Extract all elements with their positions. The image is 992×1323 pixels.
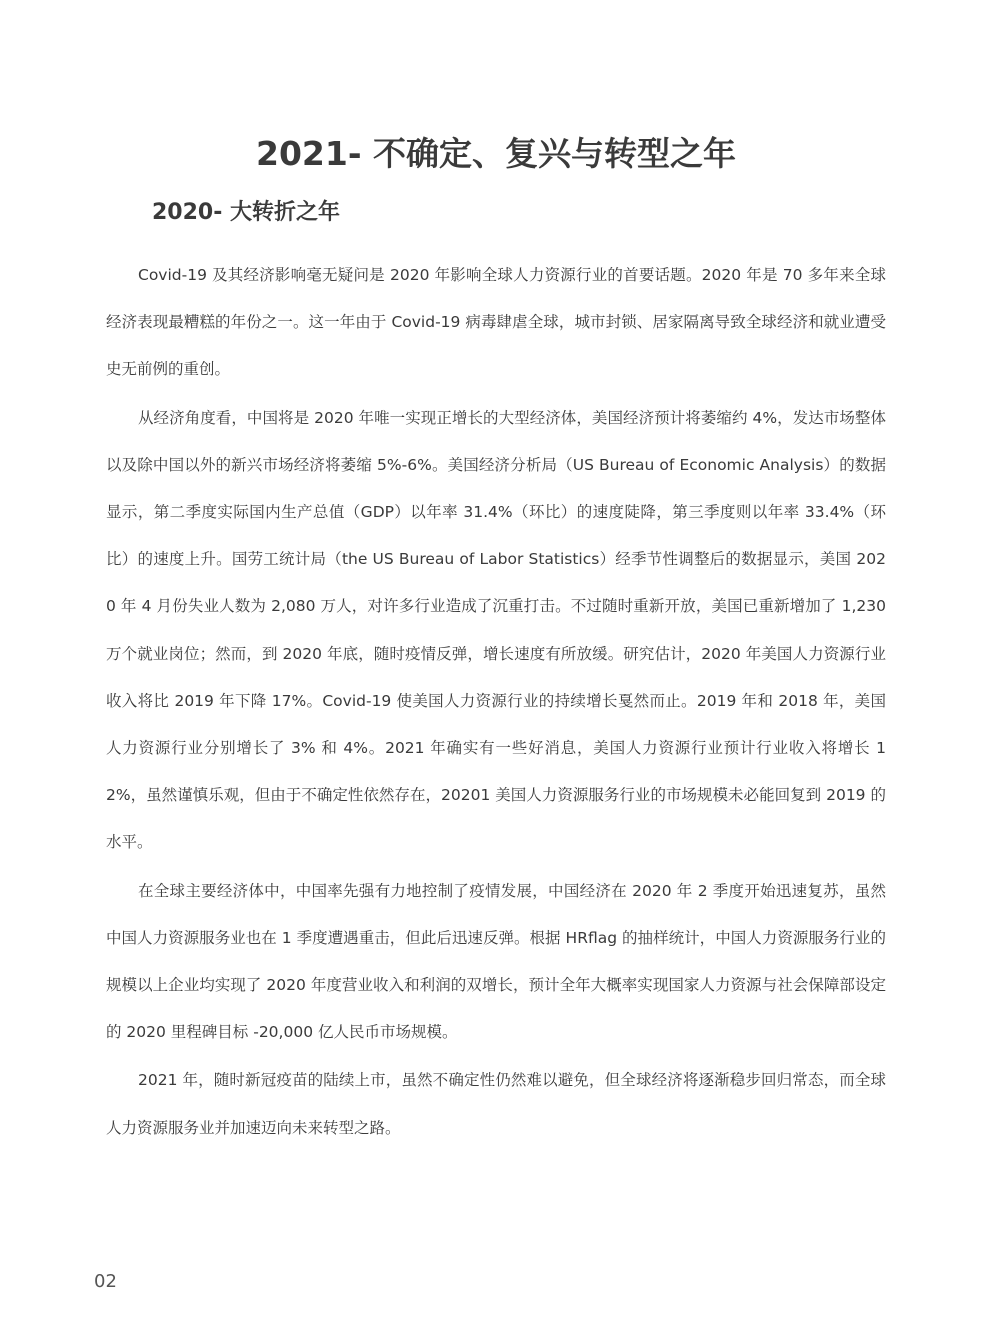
paragraph: Covid-19 及其经济影响毫无疑问是 2020 年影响全球人力资源行业的首要话题。2020 年是 70 多年来全球经济表现最糟糕的年份之一。这一年由于 Covid-19 病毒肆虐全球，城市封锁、居家隔离导致全球经济和就业遭受史无前例的重创。	[106, 266, 886, 379]
article-body	[106, 252, 886, 1153]
paragraph: 在全球主要经济体中，中国率先强有力地控制了疫情发展，中国经济在 2020 年 2 季度开始迅速复苏，虽然中国人力资源服务业也在 1 季度遭遇重击，但此后迅速反弹。根据 HRflag 的抽样统计，中国人力资源服务行业的规模以上企业均实现了 2020 年度营业收入和利润的双增长，预计全年大概率实现国家人力资源与社会保障部设定的 2020 里程碑目标 -20,000 亿人民币市场规模。	[106, 881, 886, 1042]
section-title: 2020- 大转折之年	[152, 200, 341, 225]
page-title: 2021- 不确定、复兴与转型之年	[255, 134, 737, 173]
paragraph: 从经济角度看，中国将是 2020 年唯一实现正增长的大型经济体，美国经济预计将萎缩约 4%，发达市场整体以及除中国以外的新兴市场经济将萎缩 5%-6%。美国经济分析局（US Bureau of Economic Analysis）的数据显示，第二季度实际国内生产总值（GDP）以年率 31.4%（环比）的速度陡降，第三季度则以年率 33.4%（环比）的速度上升。国劳工统计局（the US Bureau of Labor Statistics）经季节性调整后的数据显示，美国 2020 年 4 月份失业人数为 2,080 万人，对许多行业造成了沉重打击。不过随时重新开放，美国已重新增加了 1,230 万个就业岗位；然而，到 2020 年底，随时疫情反弹，增长速度有所放缓。研究估计，2020 年美国人力资源行业收入将比 2019 年下降 17%。Covid-19 使美国人力资源行业的持续增长戛然而止。2019 年和 2018 年，美国人力资源行业分别增长了 3% 和 4%。2021 年确实有一些好消息，美国人力资源行业预计行业收入将增长 12%，虽然谨慎乐观，但由于不确定性依然存在，20201 美国人力资源服务行业的市场规模未必能回复到 2019 的水平。	[106, 408, 886, 852]
page-number: 02	[94, 1271, 117, 1292]
paragraph: 2021 年，随时新冠疫苗的陆续上市，虽然不确定性仍然难以避免，但全球经济将逐渐稳步回归常态，而全球人力资源服务业并加速迈向未来转型之路。	[106, 1071, 886, 1137]
